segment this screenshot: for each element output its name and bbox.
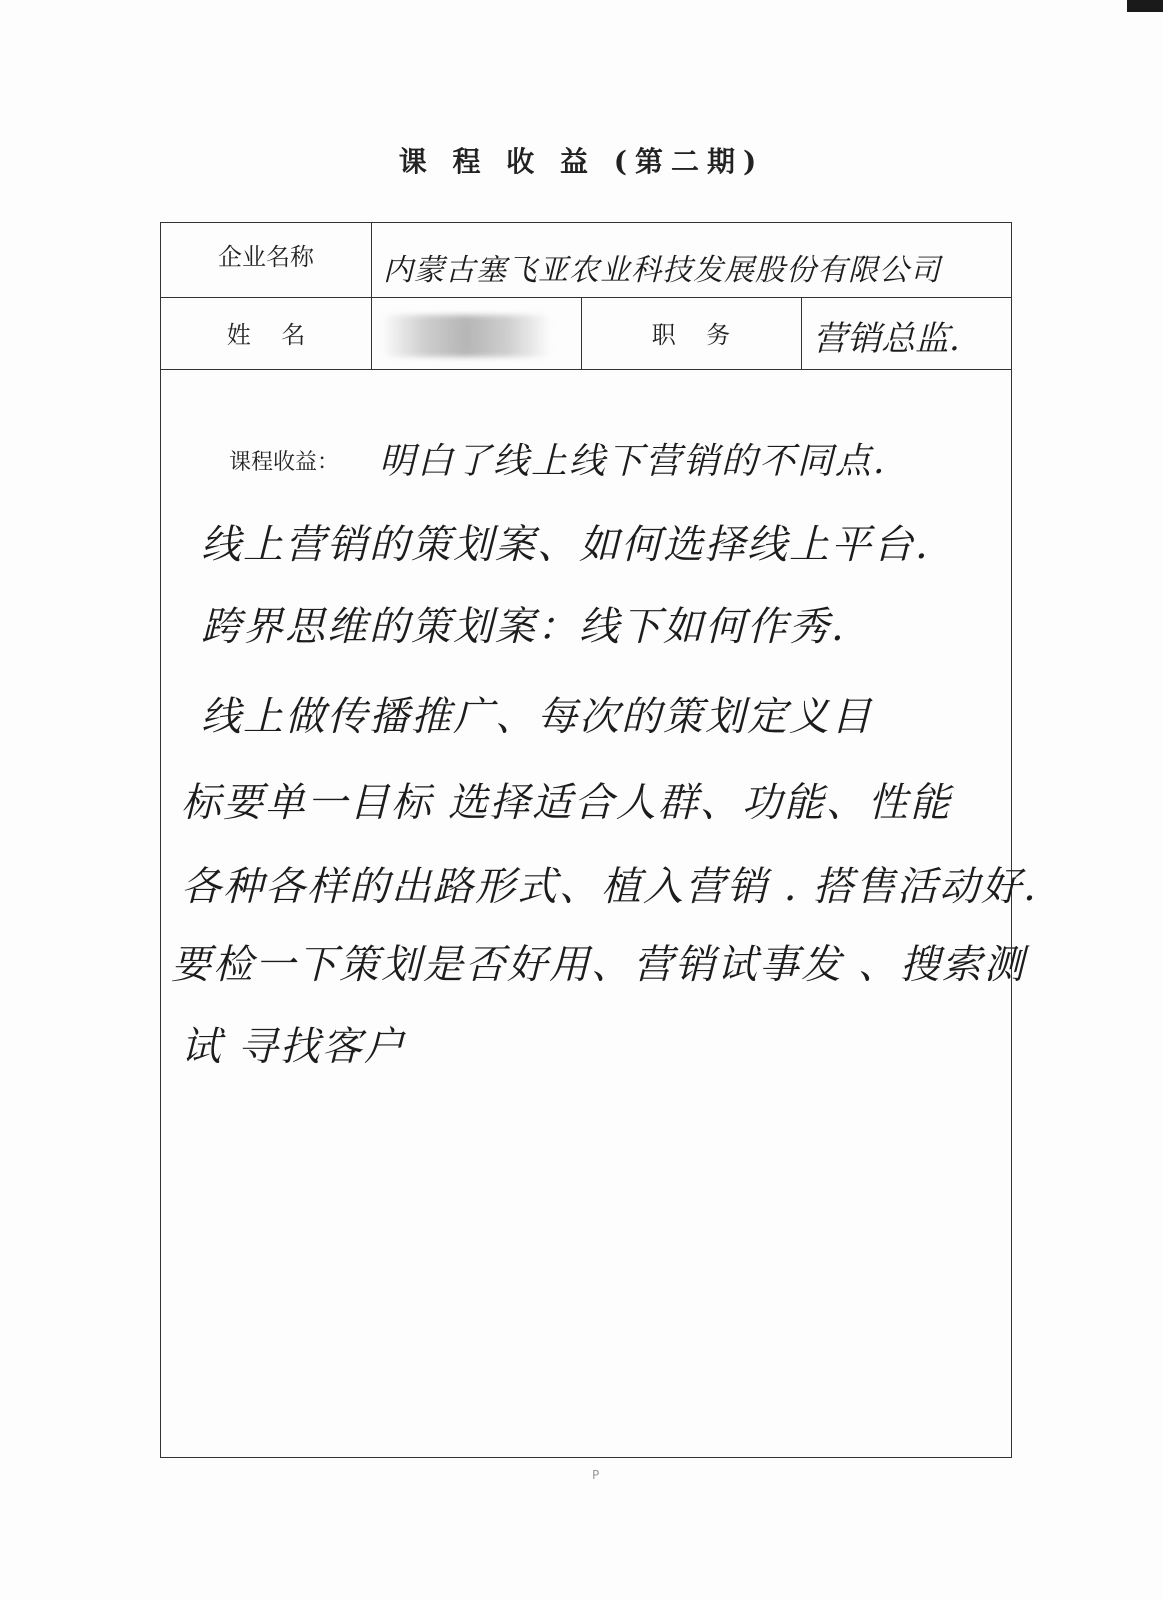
- feedback-form-table: [160, 222, 1038, 1458]
- page-footer-mark: P: [592, 1468, 600, 1482]
- name-label: 姓 名: [226, 321, 306, 349]
- gains-line-3: 跨界思维的策划案：线下如何作秀.: [201, 604, 846, 650]
- col-divider-label: [371, 223, 372, 369]
- gains-line-7: 要检一下策划是否好用、营销试事发 、搜索测: [171, 942, 1026, 988]
- row-divider-company: [161, 297, 1011, 298]
- gains-line-1: 明白了线上线下营销的不同点.: [379, 441, 887, 482]
- gains-line-8: 试 寻找客户: [181, 1024, 406, 1070]
- company-name-label: 企业名称: [218, 243, 314, 271]
- redacted-name: [381, 315, 551, 357]
- course-gains-label: 课程收益：: [229, 450, 340, 475]
- scan-edge-shadow: [1127, 0, 1163, 12]
- position-label: 职 务: [651, 321, 731, 349]
- position-value: 营销总监.: [813, 319, 960, 359]
- row-divider-name: [161, 369, 1011, 370]
- company-name-value: 内蒙古塞飞亚农业科技发展股份有限公司: [383, 253, 941, 288]
- gains-line-2: 线上营销的策划案、如何选择线上平台.: [201, 522, 930, 568]
- gains-line-4: 线上做传播推广、每次的策划定义目: [201, 694, 873, 740]
- gains-line-6: 各种各样的出路形式、植入营销 . 搭售活动好.: [181, 864, 1038, 910]
- document-title: 课 程 收 益 (第二期): [398, 145, 765, 178]
- col-divider-position-label: [801, 297, 802, 369]
- gains-line-5: 标要单一目标 选择适合人群、功能、性能: [181, 780, 952, 826]
